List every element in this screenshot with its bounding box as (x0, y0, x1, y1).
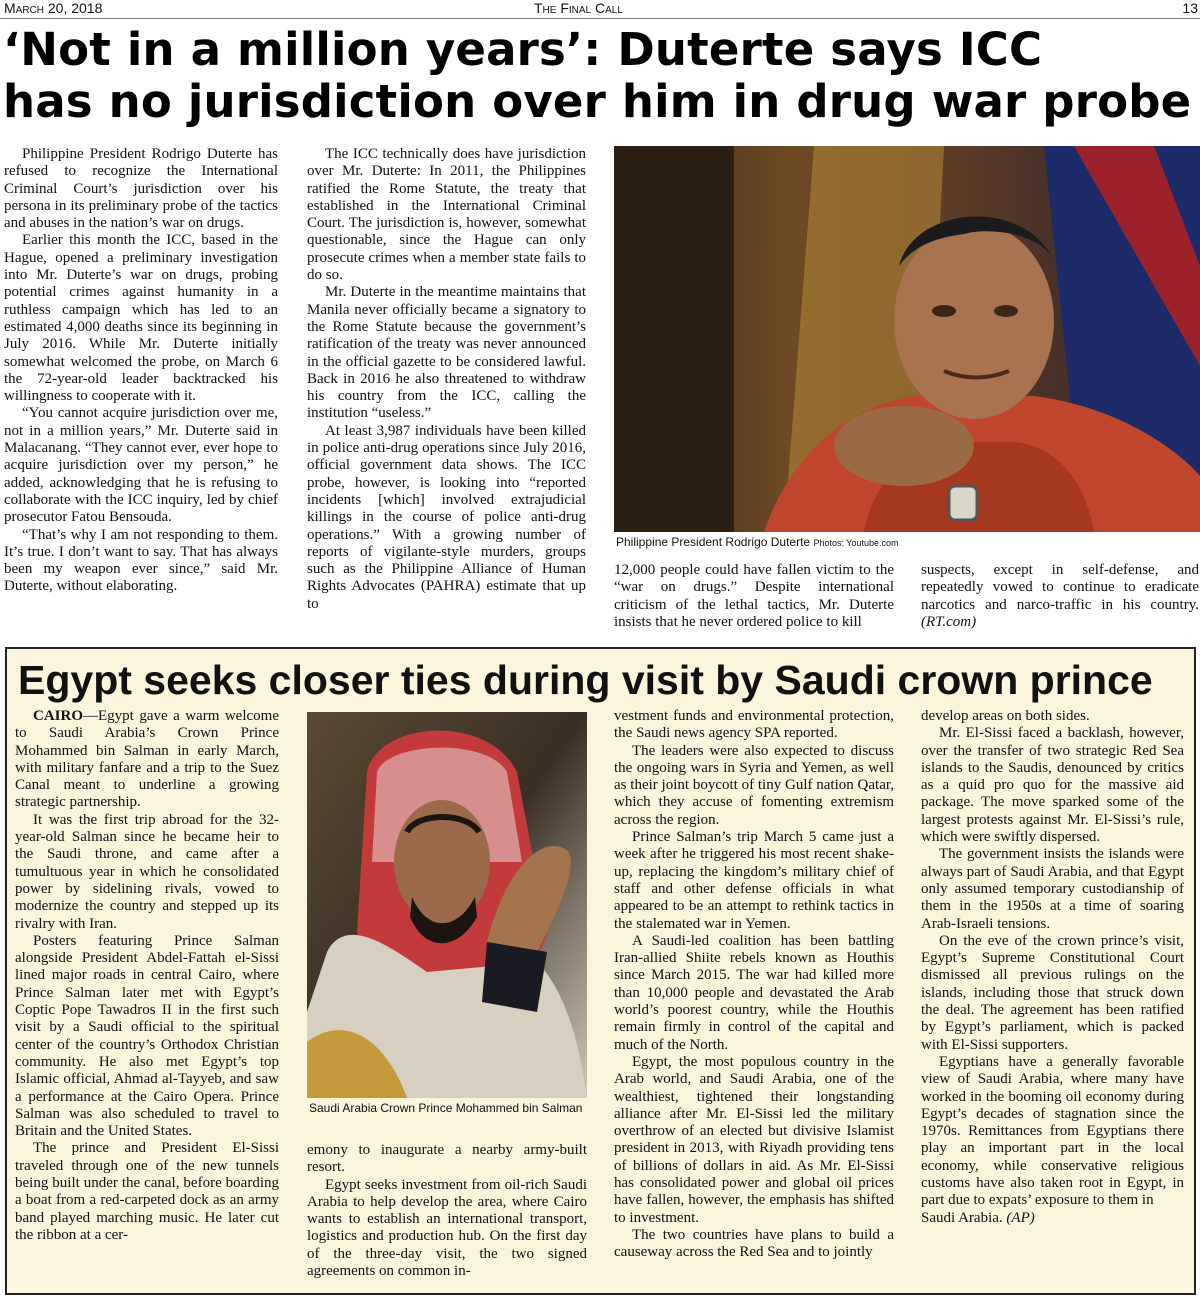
source-credit: (RT.com) (921, 613, 977, 630)
paragraph: Posters featuring Prince Salman alongside President Abdel-Fattah el-Sissi lined major roads in central Cairo, where Prince Salman later met with Egypt’s Coptic Pope Tawadros II in the first such visit by a Saudi official to the spiritual center of the country’s Orthodox Christian community. He also met Egypt’s top Islamic official, Ahmad al-Tayyeb, and saw a performance at the Cairo Opera. Prince Salman was also scheduled to travel to Britain and the United States. (15, 932, 279, 1140)
paragraph: “You cannot acquire jurisdiction over me, not in a million years,” Mr. Duterte said in Malacanang. “They cannot ever, ever hope to acquire jurisdiction over my person,” he added, acknowledging that he is refusing to collaborate with the ICC inquiry, led by chief prosecutor Fatou Bensouda. (4, 405, 278, 526)
paragraph: emony to inaugurate a nearby army-built resort. (307, 1142, 587, 1176)
duterte-photo-caption (616, 535, 1200, 550)
paragraph (15, 708, 279, 812)
paragraph: On the eve of the crown prince’s visit, Egypt’s Supreme Constitutional Court dismissed all previous rulings on the islands, including those that struck down the deal. The agreement has been ratified by Egypt’s parliament, which is packed with El-Sissi supporters. (921, 932, 1184, 1053)
paragraph: The leaders were also expected to discuss the ongoing wars in Syria and Yemen, as well as their joint boycott of tiny Gulf nation Qatar, which they accuse of fomenting extremism across the region. (614, 742, 894, 828)
article1-headline-line2: has no jurisdiction over him in drug war probe (3, 75, 1192, 128)
article1-column-2 (307, 146, 586, 632)
paragraph: 12,000 people could have fallen victim to the “war on drugs.” Despite international criticism of the lethal tactics, Mr. Duterte insists that he never ordered police to kill (614, 562, 894, 630)
folio-rule (0, 18, 1200, 19)
page-number: 13 (1182, 0, 1198, 16)
article2-column-2 (307, 1142, 587, 1288)
caption-text: Philippine President Rodrigo Duterte (616, 535, 811, 549)
paragraph (921, 562, 1199, 631)
paragraph: It was the first trip abroad for the 32-year-old Salman since he became heir to the Saudi throne, and came after a tumultuous year in which he consolidated power by sidelining rivals, vowed to modernize the country and stepped up its rivalry with Iran. (15, 811, 279, 932)
source-credit: (AP) (1006, 1209, 1035, 1226)
article1-headline (3, 24, 1199, 128)
article2-headline: Egypt seeks closer ties during visit by Saudi crown prince (18, 657, 1153, 703)
paragraph-text: Saudi Arabia. (921, 1209, 1003, 1226)
paragraph: develop areas on both sides. (921, 708, 1090, 724)
paragraph: The government insists the islands were always part of Saudi Arabia, and that Egypt only assumed temporary custodianship of them in the 1950s at a time of soaring Arab-Israeli tensions. (921, 846, 1184, 932)
paragraph: Egyptians have a generally favorable view of Saudi Arabia, where many have worked in the booming oil economy during Egypt’s decades of stagnation since the 1970s. Remittances from Egyptians there play an important part in the local economy, while conservative religious customs have also taken root in Egypt, in part due to expats’ exposure to them in (921, 1053, 1184, 1209)
article2-column-4 (921, 708, 1184, 1288)
paragraph: Mr. El-Sissi faced a backlash, however, over the transfer of two strategic Red Sea islands to the Saudis, denounced by critics as a quid pro quo for the massive aid package. The move sparked some of the largest protests against Mr. El-Sissi’s rule, which were swiftly dispersed. (921, 725, 1184, 846)
paragraph: Mr. Duterte in the meantime maintains that Manila never officially became a signatory to the Rome Statute because the government’s ratification of the treaty was never announced in the official gazette to be considered lawful. Back in 2016 he also threatened to withdraw his country from the ICC, calling the institution “useless.” (307, 284, 586, 422)
portrait-image (307, 712, 587, 1098)
paragraph (921, 1210, 1184, 1227)
issue-date: March 20, 2018 (4, 0, 103, 16)
paragraph: Earlier this month the ICC, based in the Hague, opened a preliminary investigation into Mr. Duterte’s war on drugs, probing potential crimes against humanity in a ruthless campaign which has led to an estimated 4,000 deaths since its beginning in July 2016. While Mr. Duterte initially somewhat welcomed the probe, on March 6 the 72-year-old leader backtracked his willingness to cooperate with it. (4, 232, 278, 405)
crown-prince-photo (307, 712, 587, 1098)
paragraph: The ICC technically does have jurisdiction over Mr. Duterte: In 2011, the Philippines ratified the Rome Statute, the treaty that established in the International Criminal Court. The jurisdiction is, however, somewhat questionable, since the Hague can only prosecute crimes when a member state fails to do so. (307, 146, 586, 284)
crown-prince-photo-caption: Saudi Arabia Crown Prince Mohammed bin Salman (309, 1101, 583, 1115)
folio-bar (0, 0, 1200, 18)
paragraph-text: —Egypt gave a warm welcome to Saudi Arabia’s Crown Prince Mohammed bin Salman in early March, with military fanfare and a trip to the Suez Canal meant to underline a growing strategic partnership. (15, 708, 279, 811)
article2-column-1 (15, 708, 279, 1288)
article1-column-3 (614, 562, 894, 634)
paragraph: The two countries have plans to build a causeway across the Red Sea and to jointly (614, 1226, 894, 1261)
article1-headline-line1: ‘Not in a million years’: Duterte says ICC (3, 23, 1043, 76)
paragraph: A Saudi-led coalition has been battling Iran-allied Shiite rebels known as Houthis since March 2015. The war had killed more than 10,000 people and devastated the Arab world’s poorest country, while the Houthis remain firmly in control of the capital and much of the North. (614, 932, 894, 1053)
duterte-photo (614, 146, 1200, 532)
paragraph: Egypt seeks investment from oil-rich Saudi Arabia to help develop the area, where Cairo wants to establish an international transport, logistics and production hub. On the first day of the three-day visit, the two signed agreements on common in- (307, 1176, 587, 1280)
paragraph: The prince and President El-Sissi traveled through one of the new tunnels being built under the canal, before boarding a boat from a red-carpeted dock as an army band played marching music. He later cut the ribbon at a cer- (15, 1140, 279, 1243)
photo-credit: Photos: Youtube.com (813, 538, 899, 548)
paragraph: At least 3,987 individuals have been killed in police anti-drug operations since July 2016, official government data shows. The ICC probe, however, is looking into “reported incidents [which] involved extrajudicial killings in the course of police anti-drug operations.” With a growing number of reports of vigilante-style murders, groups such as the Philippine Alliance of Human Rights Advocates (PAHRA) estimate that up to (307, 422, 586, 612)
publication-name: The Final Call (534, 0, 623, 16)
dateline: CAIRO (33, 708, 84, 724)
paragraph-text: suspects, except in self-defense, and repeatedly vowed to continue to eradicate narcotics and narco-traffic in his country. (921, 562, 1199, 613)
article1-column-4 (921, 562, 1199, 634)
paragraph: “That’s why I am not responding to them. It’s true. I don’t want to say. That has always been my weapon ever since,” said Mr. Duterte, without elaborating. (4, 526, 278, 595)
paragraph: Egypt, the most populous country in the Arab world, and Saudi Arabia, one of the wealthiest, tightened their longstanding alliance after Mr. El-Sissi led the military overthrow of an elected but divisive Islamist president in 2013, with Riyadh providing tens of billions of dollars in aid. As Mr. El-Sissi has consolidated power and global oil prices have fallen, however, the emphasis has shifted to investment. (614, 1053, 894, 1226)
portrait-image (614, 146, 1200, 532)
article1-column-1 (4, 146, 278, 632)
paragraph: Philippine President Rodrigo Duterte has refused to recognize the International Criminal Court’s jurisdiction over his persona in its preliminary probe of the tactics and abuses in the nation’s war on drugs. (4, 146, 278, 232)
paragraph: Prince Salman’s trip March 5 came just a week after he triggered his most recent shake-up, replacing the kingdom’s military chief of staff and other defense officials in what appeared to be an attempt to rethink tactics in the stalemated war in Yemen. (614, 829, 894, 932)
paragraph: vestment funds and environmental protection, the Saudi news agency SPA reported. (614, 708, 894, 742)
article2-column-3 (614, 708, 894, 1288)
